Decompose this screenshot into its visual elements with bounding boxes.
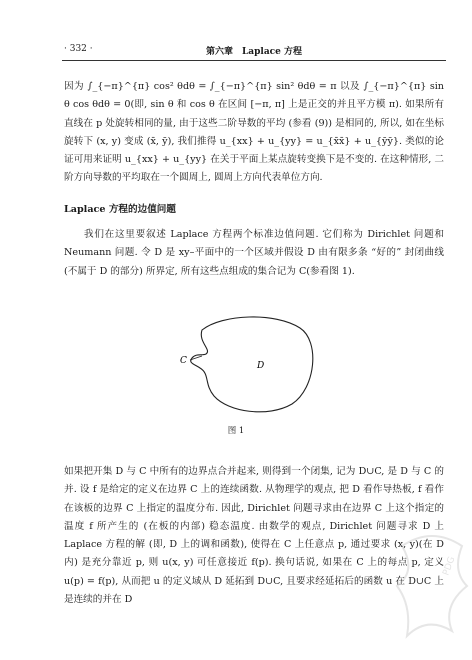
- header-rule: [62, 60, 446, 61]
- figure-region-diagram: [140, 308, 360, 420]
- region-boundary-curve: [191, 317, 313, 412]
- watermark-text: PDG: [441, 555, 458, 578]
- chapter-title: 第六章 Laplace 方程: [205, 47, 303, 57]
- paragraph-dirichlet-problem: 如果把开集 D 与 C 中所有的边界点合并起来, 则得到一个闭集, 记为 D∪C, 是 D 与 C 的并. 设 f 是给定的定义在边界 C 上的连续函数. 从物理学的观点, 把 D 看作导热板, f 看作在该板的边界 C 上指定的温度分布. 因此, Dirichlet 问题寻求由在边界 C 上这个指定的温度 f 所产生的 (在板的内部) 稳态温度. 由数学的观点, Dirichlet 问题寻求 D 上 Laplace 方程的解 (即, D 上的调和函数), 使得在 C 上任意点 p, 通过要求 (x, y)(在 D 内) 是充分靠近 p, 则 u(x, y) 可任意接近 f(p). 换句话说, 如果在 C 上的每点 p, 定义 u(p) = f(p), 从而把 u 的定义域从 D 延拓到 D∪C, 且要求经延拓后的函数 u 在 D∪C 上是连续的并在 D: [64, 466, 444, 606]
- watermark-stamp: [392, 516, 472, 660]
- paragraph-boundary-problems-intro: 我们在这里要叙述 Laplace 方程两个标准边值问题. 它们称为 Dirichlet 问题和 Neumann 问题. 令 D 是 xy–平面中的一个区域并假设 D 由有限多条 “好的” 封闭曲线 (不属于 D 的部分) 所界定, 所有这些点组成的集合记为 C(参看图 1).: [64, 229, 444, 277]
- page-number: · 332 ·: [64, 44, 93, 54]
- section-title: Laplace 方程的边值问题: [64, 204, 176, 215]
- figure-caption: 图 1: [227, 426, 245, 436]
- page-header: [64, 44, 444, 60]
- label-c: C: [180, 356, 187, 366]
- paragraph-rotation-invariance: 因为 ∫_{−π}^{π} cos² θdθ = ∫_{−π}^{π} sin² θdθ = π 以及 ∫_{−π}^{π} sin θ cos θdθ = 0(即, sin θ 和 cos θ 在区间 [−π, π] 上是正交的并且平方模 π). 如果所有直线在 p 处旋转相同的量, 由于这些二阶导数的平均 (参看 (9)) 是相同的, 所以, 如在坐标旋转下 (x, y) 变成 (x̄, ȳ), 我们推得 u_{xx} + u_{yy} = u_{x̄x̄} + u_{ȳȳ}. 类似的论证可用来证明 u_{xx} + u_{yy} 在关于平面上某点旋转变换下是不变的. 在这种情形, 二阶方向导数的平均取在一个圆周上, 圆周上方向代表单位方向.: [64, 81, 444, 184]
- label-d: D: [257, 361, 265, 371]
